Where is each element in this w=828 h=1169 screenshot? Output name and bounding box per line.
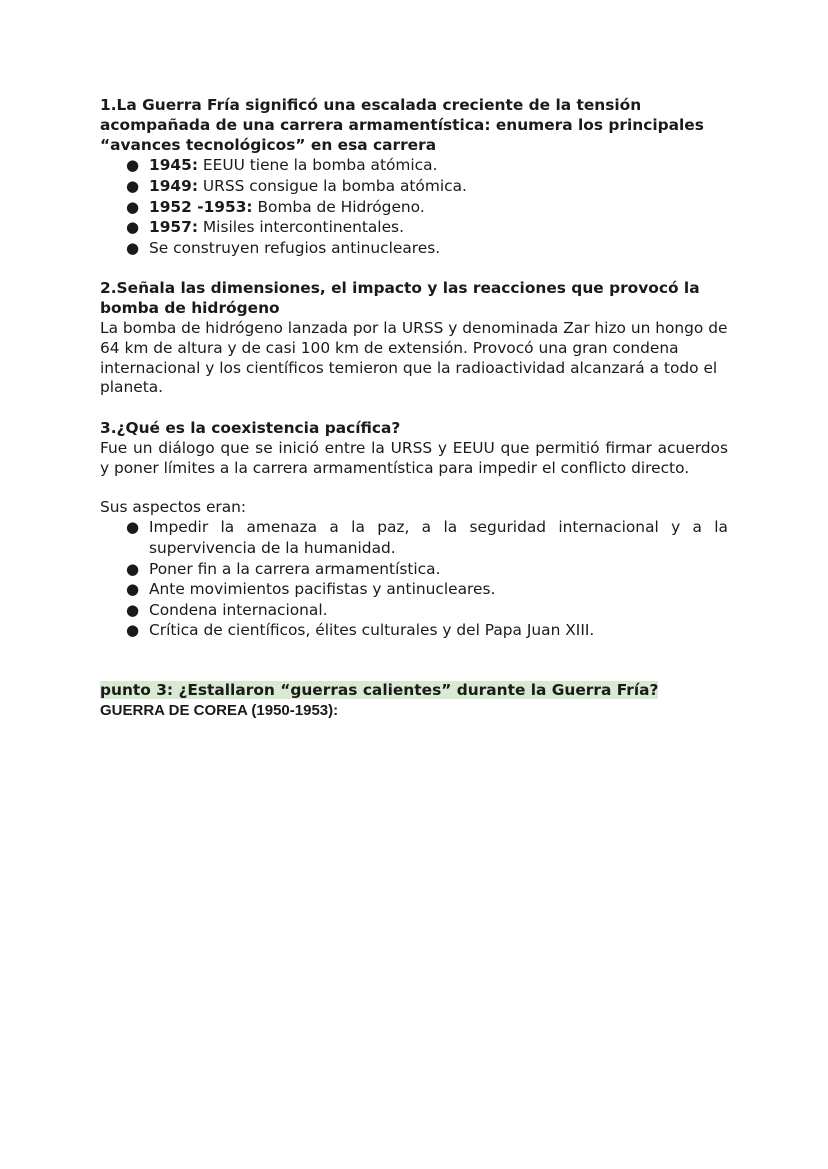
list-item: ● 1952 -1953: Bomba de Hidrógeno. [126,197,425,216]
bullet-icon: ● [126,580,140,599]
bullet-icon: ● [126,238,140,257]
arms-race-list [100,155,728,258]
question-2 [100,279,728,398]
bullet-icon: ● [126,156,140,175]
bullet-icon: ● [126,197,140,216]
list-item: ● Impedir la amenaza a la paz, a la seguridad internacional y a la supervivencia de la humanidad. [126,518,728,557]
list-item: ● 1949: URSS consigue la bomba atómica. [126,176,467,195]
bullet-icon: ● [126,600,140,619]
question-2-answer: La bomba de hidrógeno lanzada por la URSS y denominada Zar hizo un hongo de 64 km de altura y de casi 100 km de extensión. Provocó una gran condena internacional y los científicos temieron que la radioactividad alcanzará a todo el planeta. [100,318,728,397]
aspects-list [100,517,728,641]
list-item: ● 1945: EEUU tiene la bomba atómica. [126,156,438,175]
aspects-intro: Sus aspectos eran: [100,497,247,516]
list-item: ● Se construyen refugios antinucleares. [126,238,441,257]
list-item: ● Ante movimientos pacifistas y antinucleares. [126,580,496,599]
list-item: ● 1957: Misiles intercontinentales. [126,218,404,237]
question-1 [100,96,728,258]
question-1-title: 1.La Guerra Fría significó una escalada creciente de la tensión acompañada de una carrera armamentística: enumera los principales “avances tecnológicos” en esa carrera [100,96,704,154]
list-item: ● Poner fin a la carrera armamentística. [126,559,441,578]
document-page [100,96,728,720]
point-3-heading: punto 3: ¿Estallaron “guerras calientes” durante la Guerra Fría? [100,680,659,699]
question-3 [100,419,728,641]
bullet-icon: ● [126,218,140,237]
question-3-answer: Fue un diálogo que se inició entre la URSS y EEUU que permitió firmar acuerdos y poner límites a la carrera armamentística para impedir el conflicto directo. [100,438,728,477]
list-item: ● Crítica de científicos, élites culturales y del Papa Juan XIII. [126,621,595,640]
question-3-title: 3.¿Qué es la coexistencia pacífica? [100,419,401,438]
bullet-icon: ● [126,176,140,195]
bullet-icon: ● [126,621,140,640]
question-2-title: 2.Señala las dimensiones, el impacto y las reacciones que provocó la bomba de hidrógeno [100,279,700,318]
bullet-icon: ● [126,518,140,537]
korea-war-heading: GUERRA DE COREA (1950-1953): [100,701,339,719]
list-item: ● Condena internacional. [126,600,328,619]
point-3 [100,681,728,721]
bullet-icon: ● [126,559,140,578]
